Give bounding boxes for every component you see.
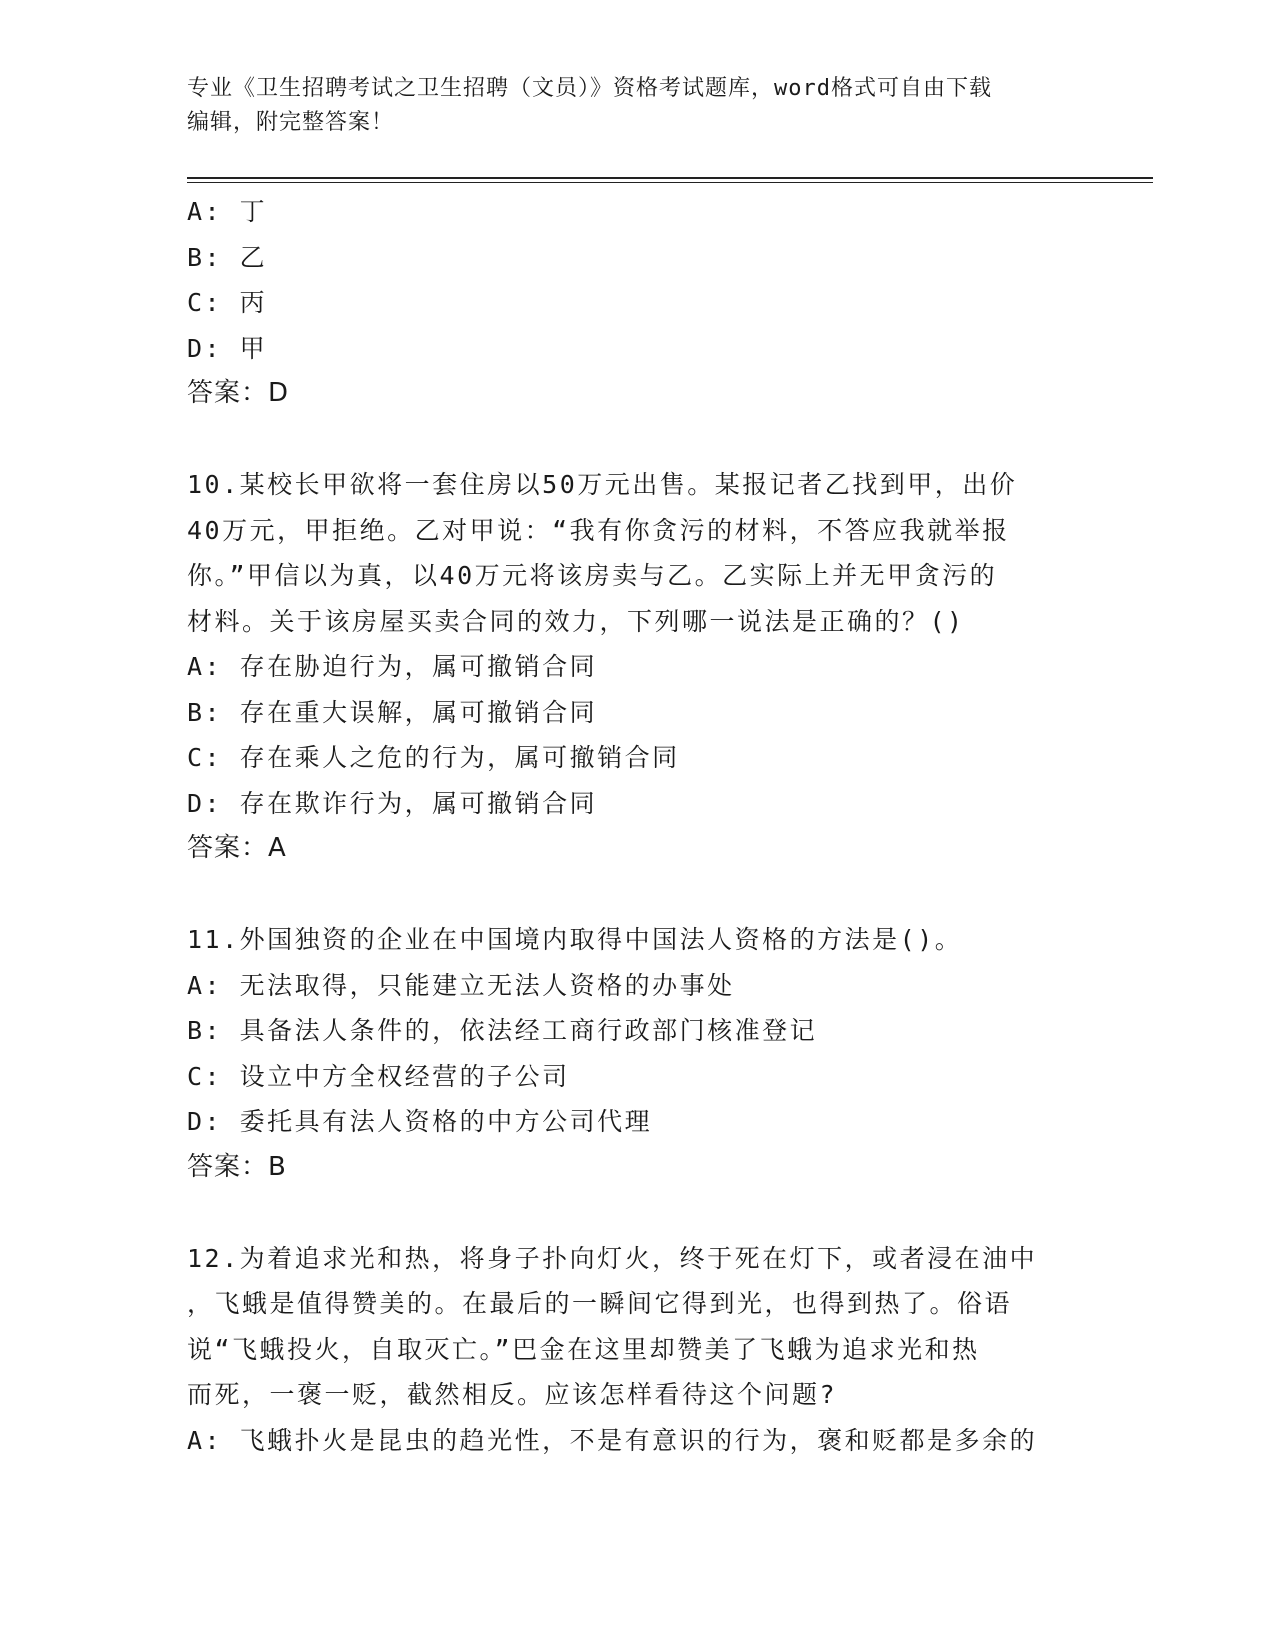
option-a: A: 飞蛾扑火是昆虫的趋光性，不是有意识的行为，褒和贬都是多余的: [187, 1425, 1038, 1455]
question-10-answer: 答案：A: [187, 833, 287, 863]
question-10-stem-line: 40万元，甲拒绝。乙对甲说：“我有你贪污的材料，不答应我就举报: [187, 515, 1010, 545]
question-content: [187, 189, 1087, 1463]
question-11-answer: 答案：B: [187, 1151, 287, 1182]
spacer: [187, 872, 1087, 918]
option-d: D: 甲: [187, 333, 268, 363]
question-10-stem-line: 10.某校长甲欲将一套住房以50万元出售。某报记者乙找到甲，出价: [187, 470, 1018, 499]
question-12: [187, 1236, 1087, 1464]
option-a: A: 存在胁迫行为，属可撤销合同: [187, 652, 598, 681]
document-header: [187, 72, 1087, 140]
option-c: C: 设立中方全权经营的子公司: [187, 1061, 570, 1091]
option-c: C: 丙: [187, 288, 268, 317]
spacer: [187, 417, 1087, 463]
question-9-options: [187, 189, 1087, 371]
question-10-stem-line: 你。”甲信以为真，以40万元将该房卖与乙。乙实际上并无甲贪污的: [187, 561, 998, 590]
header-line-2: 编辑，附完整答案！: [187, 110, 395, 135]
question-11: [187, 917, 1087, 1190]
option-d: D: 存在欺诈行为，属可撤销合同: [187, 788, 598, 818]
question-10: [187, 462, 1087, 872]
option-c: C: 存在乘人之危的行为，属可撤销合同: [187, 743, 680, 772]
question-10-stem-line: 材料。关于该房屋买卖合同的效力，下列哪一说法是正确的？(): [187, 606, 965, 636]
question-12-stem-line: 而死，一褒一贬，截然相反。应该怎样看待这个问题?: [187, 1380, 838, 1409]
option-b: B: 存在重大误解，属可撤销合同: [187, 697, 598, 727]
option-b: B: 具备法人条件的，依法经工商行政部门核准登记: [187, 1016, 818, 1045]
question-9-answer: 答案：D: [187, 378, 290, 408]
question-12-options: [187, 1418, 1087, 1464]
header-rule-thin: [187, 182, 1153, 183]
header-line-1: 专业《卫生招聘考试之卫生招聘（文员）》资格考试题库，word格式可自由下载: [187, 76, 992, 101]
question-12-stem-line: ，飞蛾是值得赞美的。在最后的一瞬间它得到光，也得到热了。俗语: [187, 1289, 1013, 1318]
question-9: [187, 189, 1087, 417]
option-b: B: 乙: [187, 242, 268, 272]
question-12-stem-line: 12.为着追求光和热，将身子扑向灯火，终于死在灯下，或者浸在油中: [187, 1243, 1038, 1273]
question-12-stem-line: 说“飞蛾投火，自取灭亡。”巴金在这里却赞美了飞蛾为追求光和热: [187, 1334, 980, 1364]
spacer: [187, 1190, 1087, 1236]
header-rule-thick: [187, 177, 1153, 179]
question-11-options: [187, 963, 1087, 1145]
question-11-stem-line: 11.外国独资的企业在中国境内取得中国法人资格的方法是()。: [187, 925, 963, 954]
question-10-options: [187, 644, 1087, 826]
option-d: D: 委托具有法人资格的中方公司代理: [187, 1107, 653, 1136]
option-a: A: 丁: [187, 197, 268, 226]
option-a: A: 无法取得，只能建立无法人资格的办事处: [187, 970, 735, 1000]
